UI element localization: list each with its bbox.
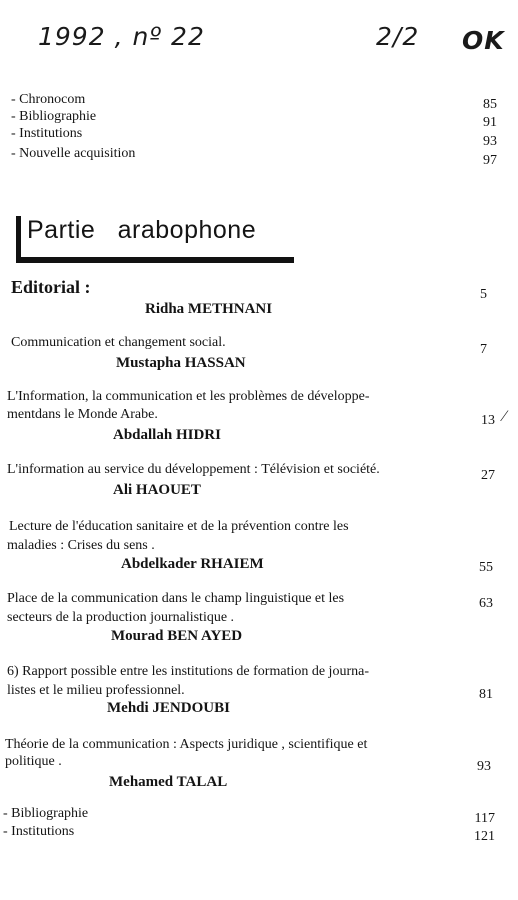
article-title-line: Théorie de la communication : Aspects juridique , scientifique et <box>5 737 368 752</box>
article-author: Mehdi JENDOUBI <box>107 700 230 716</box>
article-title-line: mentdans le Monde Arabe. <box>7 407 158 422</box>
heading-bar-left <box>16 216 21 260</box>
top-list-page: 97 <box>483 153 497 168</box>
article-page: 27 <box>481 468 495 483</box>
article-title-line: politique . <box>5 754 62 769</box>
article-author: Mustapha HASSAN <box>116 355 246 371</box>
bottom-list-page: 121 <box>474 829 495 844</box>
article-title-line: secteurs de la production journalistique . <box>7 610 235 625</box>
article-page: 7 <box>480 342 487 357</box>
heading-bar-bottom <box>16 257 294 263</box>
top-list-item-chronocom: - Chronocom <box>11 92 86 107</box>
bottom-list-page: 117 <box>474 811 495 826</box>
top-list-item-institutions: - Institutions <box>11 126 83 141</box>
bottom-list-item-bibliographie: - Bibliographie <box>3 806 89 821</box>
handwritten-ok: OK <box>462 26 505 55</box>
article-author: Abdelkader RHAIEM <box>121 556 264 572</box>
article-page: 93 <box>477 759 491 774</box>
article-title-line: Communication et changement social. <box>11 335 226 350</box>
article-author: Ali HAOUET <box>113 482 201 498</box>
editorial-page: 5 <box>480 287 487 302</box>
top-list-page: 85 <box>483 97 497 112</box>
handwritten-issue: 1992 , nº 22 <box>38 22 205 51</box>
article-title-line: 6) Rapport possible entre les institutions de formation de journa- <box>7 664 369 679</box>
top-list-item-nouvelle-acquisition: - Nouvelle acquisition <box>11 146 136 161</box>
article-author: Mourad BEN AYED <box>111 628 243 644</box>
article-page: 63 <box>479 596 493 611</box>
article-page: 81 <box>479 687 493 702</box>
article-title-line: maladies : Crises du sens . <box>7 538 155 553</box>
article-title-line: L'Information, la communication et les problèmes de développe- <box>7 389 370 404</box>
editorial-author: Ridha METHNANI <box>145 301 273 317</box>
top-list-item-bibliographie: - Bibliographie <box>11 109 97 124</box>
article-page: 55 <box>479 560 493 575</box>
article-title-line: listes et le milieu professionnel. <box>7 683 185 698</box>
top-list-page: 93 <box>483 134 497 149</box>
article-title-line: L'information au service du développement : Télévision et société. <box>7 462 380 477</box>
editorial-label: Editorial : <box>11 277 91 297</box>
article-page: 13 <box>481 413 495 428</box>
article-title-line: Place de la communication dans le champ linguistique et les <box>7 591 345 606</box>
article-author: Mehamed TALAL <box>109 774 228 790</box>
section-title: Partie arabophone <box>27 216 257 244</box>
bottom-list-item-institutions: - Institutions <box>3 824 75 839</box>
article-author: Abdallah HIDRI <box>113 427 221 443</box>
top-list-page: 91 <box>483 115 497 130</box>
article-title-line: Lecture de l'éducation sanitaire et de la prévention contre les <box>9 519 349 534</box>
check-mark-icon: ⁄ <box>503 408 506 425</box>
handwritten-part: 2/2 <box>376 22 420 51</box>
